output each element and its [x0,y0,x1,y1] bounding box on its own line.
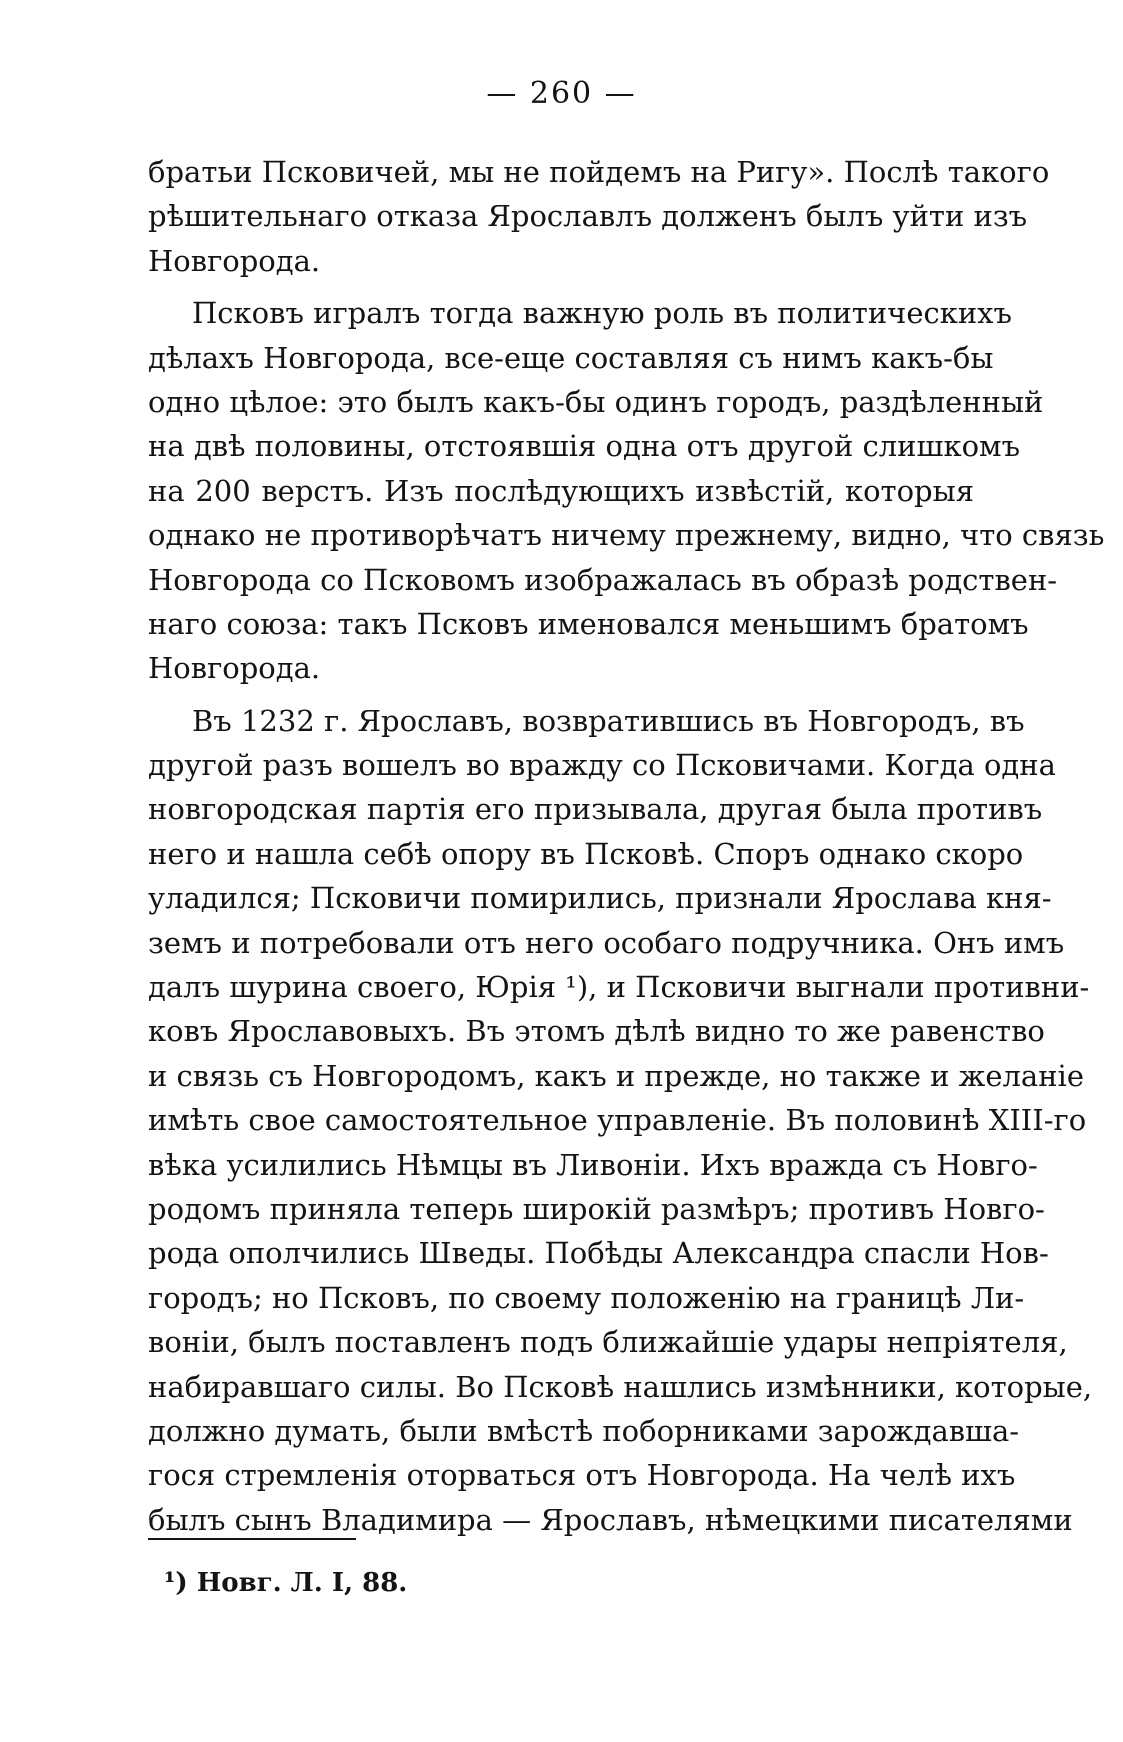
footnote: ¹) Новг. Л. I, 88. [164,1568,408,1598]
text-line: имѣть свое самостоятельное управленіе. Въ половинѣ XIII-го [148,1103,1087,1138]
text-line: рода ополчились Шведы. Побѣды Александра спасли Нов- [148,1236,1049,1271]
text-line: Новгорода со Псковомъ изображалась въ образѣ родствен- [148,562,1058,597]
text-line: далъ шурина своего, Юрія ¹), и Псковичи выгнали противни- [148,970,1090,1005]
text-line: одно цѣлое: это былъ какъ-бы одинъ городъ, раздѣленный [148,384,1044,419]
text-line: городъ; но Псковъ, по своему положенію на границѣ Ли- [148,1280,1025,1315]
text-line: однако не противорѣчатъ ничему прежнему, видно, что связь [148,518,1105,553]
text-line: земъ и потребовали отъ него особаго подручника. Онъ имъ [148,925,1065,960]
text-line: рѣшительнаго отказа Ярославлъ долженъ былъ уйти изъ [148,199,1028,234]
text-line: на двѣ половины, отстоявшія одна отъ другой слишкомъ [148,429,1021,464]
text-line: новгородская партія его призывала, другая была противъ [148,792,1043,827]
footnote-divider [148,1538,356,1540]
text-line: дѣлахъ Новгорода, все-еще составляя съ нимъ какъ-бы [148,340,994,375]
text-line: былъ сынъ Владимира — Ярославъ, нѣмецкими писателями [148,1502,1073,1537]
text-line: другой разъ вошелъ во вражду со Псковичами. Когда одна [148,748,1056,783]
text-line: должно думать, были вмѣстѣ поборниками зарождавша- [148,1413,1020,1448]
text-line: набиравшаго силы. Во Псковѣ нашлись измѣнники, которые, [148,1369,1093,1404]
text-line: воніи, былъ поставленъ подъ ближайшіе удары непріятеля, [148,1325,1068,1360]
page-number: — 260 — [486,76,637,111]
text-line: ковъ Ярославовыхъ. Въ этомъ дѣлѣ видно то же равенство [148,1014,1045,1049]
text-line: вѣка усилились Нѣмцы въ Ливоніи. Ихъ вражда съ Новго- [148,1147,1038,1182]
text-line: и связь съ Новгородомъ, какъ и прежде, но также и желаніе [148,1058,1084,1093]
text-line: Въ 1232 г. Ярославъ, возвратившись въ Новгородъ, въ [192,703,1025,738]
main-text [148,150,1105,1542]
text-line: Псковъ игралъ тогда важную роль въ политическихъ [192,296,1012,331]
text-line: родомъ приняла теперь широкій размѣръ; противъ Новго- [148,1191,1045,1226]
text-line: братьи Псковичей, мы не пойдемъ на Ригу». Послѣ такого [148,155,1050,189]
text-line: наго союза: такъ Псковъ именовался меньшимъ братомъ [148,606,1029,641]
text-line: него и нашла себѣ опору въ Псковѣ. Споръ однако скоро [148,836,1024,871]
text-line: уладился; Псковичи помирились, признали Ярослава кня- [148,881,1052,916]
text-line: Новгорода. [148,243,321,278]
text-line: на 200 верстъ. Изъ послѣдующихъ извѣстій, которыя [148,473,974,508]
text-line: гося стремленія оторваться отъ Новгорода. На челѣ ихъ [148,1458,1016,1493]
text-line: Новгорода. [148,651,321,686]
